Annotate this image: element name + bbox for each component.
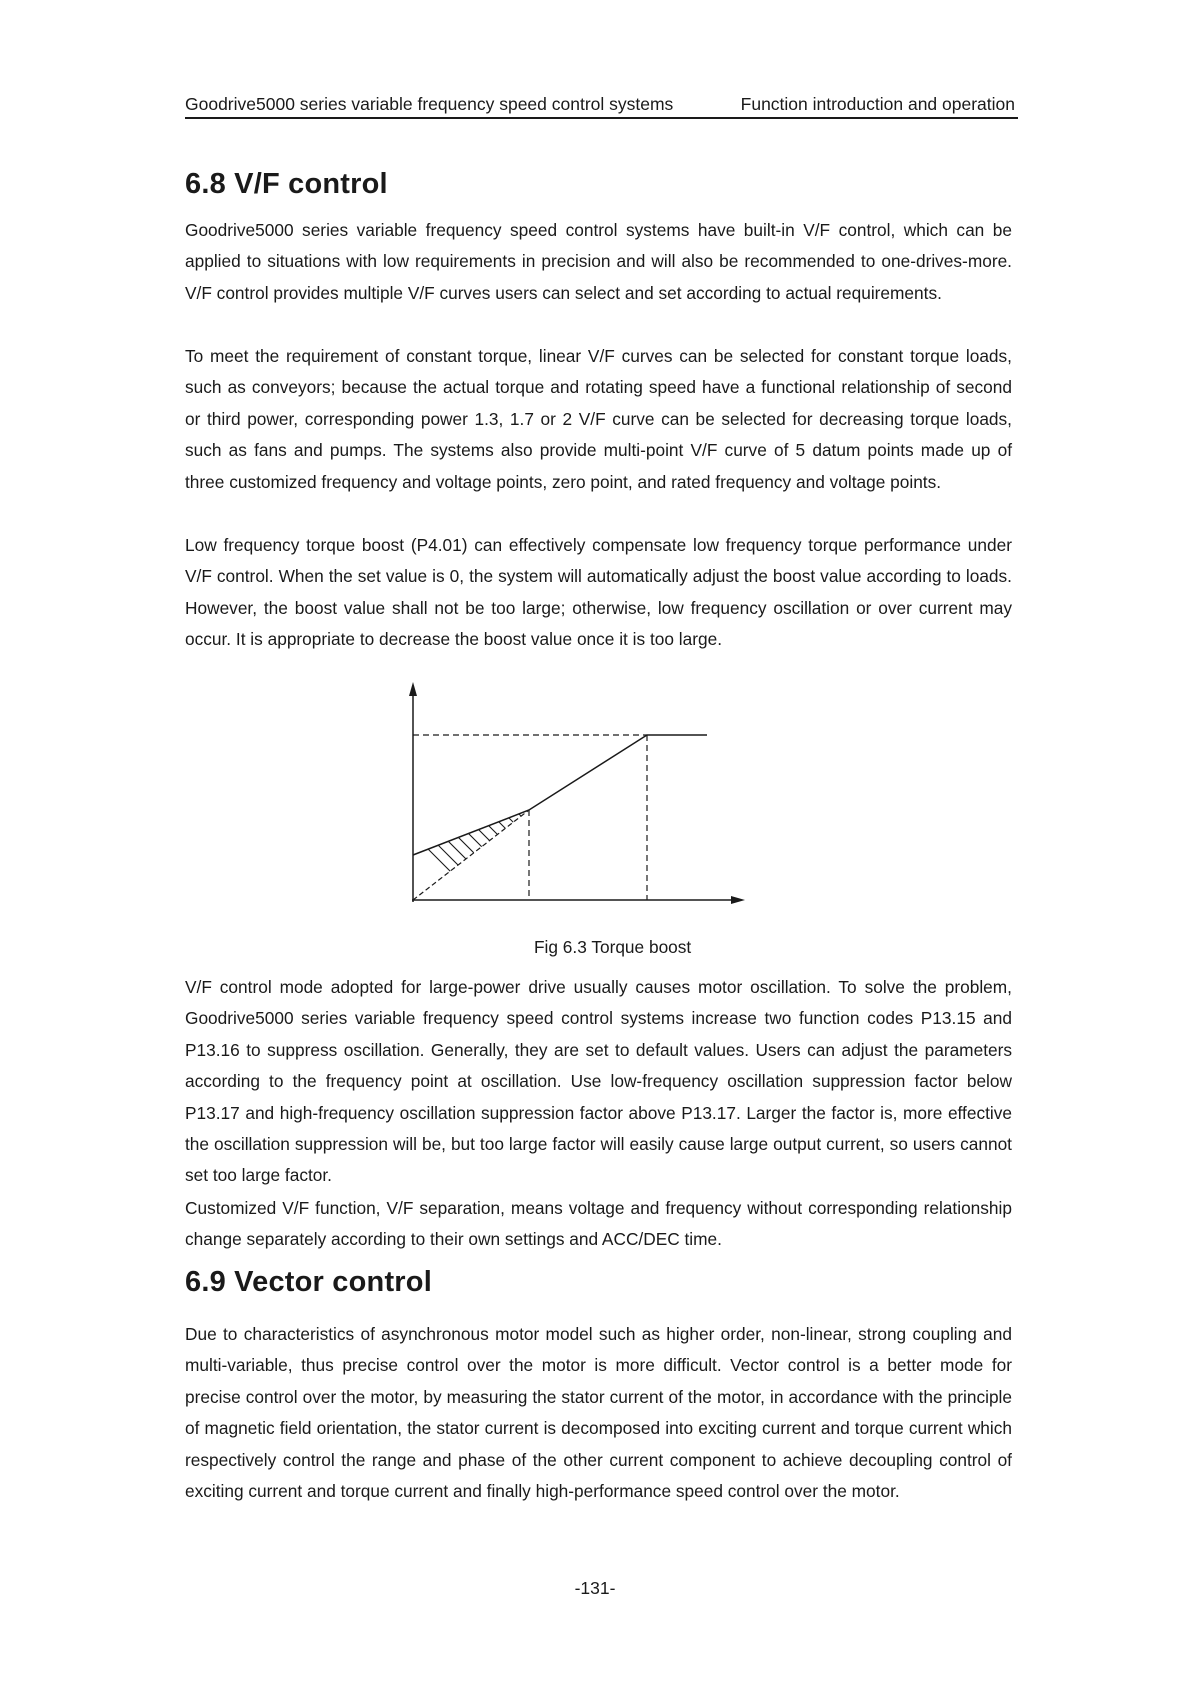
paragraph-vector-control: Due to characteristics of asynchronous motor model such as higher order, non-linear, strong coupling and multi-variable, thus precise control over the motor is more difficult. Vector control is a better mode for precise control over the motor, by measuring the stator current of the motor, in accordance with the principle of magnetic field orientation, the stator current is decomposed into exciting current and torque current which respectively control the range and phase of the other current component to achieve decoupling control of exciting current and torque current and finally high-performance speed control over the motor.	[185, 1324, 1012, 1502]
torque-boost-diagram	[395, 680, 755, 910]
paragraph-torque-boost: Low frequency torque boost (P4.01) can effectively compensate low frequency torque performance under V/F control. When the set value is 0, the system will automatically adjust the boost value according to loads. However, the boost value shall not be too large; otherwise, low frequency oscillation or over current may occur. It is appropriate to decrease the boost value once it is too large.	[185, 535, 1012, 650]
header-document-title: Goodrive5000 series variable frequency speed control systems	[185, 94, 674, 114]
paragraph-vf-curves: To meet the requirement of constant torque, linear V/F curves can be selected for constant torque loads, such as conveyors; because the actual torque and rotating speed have a functional relationship of second or third power, corresponding power 1.3, 1.7 or 2 V/F curve can be selected for decreasing torque loads, such as fans and pumps. The systems also provide multi-point V/F curve of 5 datum points made up of three customized frequency and voltage points, zero point, and rated frequency and voltage points.	[185, 346, 1012, 492]
figure-caption: Fig 6.3 Torque boost	[534, 937, 692, 957]
x-axis-arrow-icon	[731, 896, 745, 904]
paragraph-vf-intro: Goodrive5000 series variable frequency speed control systems have built-in V/F control, which can be applied to situations with low requirements in precision and will also be recommended to one-drives-more. V/F control provides multiple V/F curves users can select and set according to actual requirements.	[185, 220, 1012, 303]
reference-line-dashed	[413, 810, 529, 900]
y-axis-arrow-icon	[409, 682, 417, 696]
page-number: -131-	[574, 1578, 616, 1598]
boosted-vf-curve	[413, 735, 707, 855]
paragraph-oscillation: V/F control mode adopted for large-power drive usually causes motor oscillation. To solve the problem, Goodrive5000 series variable frequency speed control systems increase two function codes P13.15 and P13.16 to suppress oscillation. Generally, they are set to default values. Users can adjust the parameters according to the frequency point at oscillation. Use low-frequency oscillation suppression factor below P13.17 and high-frequency oscillation suppression factor above P13.17. Larger the factor is, more effective the oscillation suppression will be, but too large factor will easily cause large output current, so users cannot set too large factor.	[185, 977, 1012, 1186]
boost-hatch-region	[405, 742, 569, 906]
header-chapter-title: Function introduction and operation	[740, 94, 1015, 114]
paragraph-customized-vf: Customized V/F function, V/F separation, means voltage and frequency without corresponding relationship change separately according to their own settings and ACC/DEC time.	[185, 1198, 1012, 1250]
section-heading-vector-control: 6.9 Vector control	[185, 1266, 432, 1298]
page-header	[185, 91, 1018, 119]
section-heading-vf-control: 6.8 V/F control	[185, 168, 388, 200]
